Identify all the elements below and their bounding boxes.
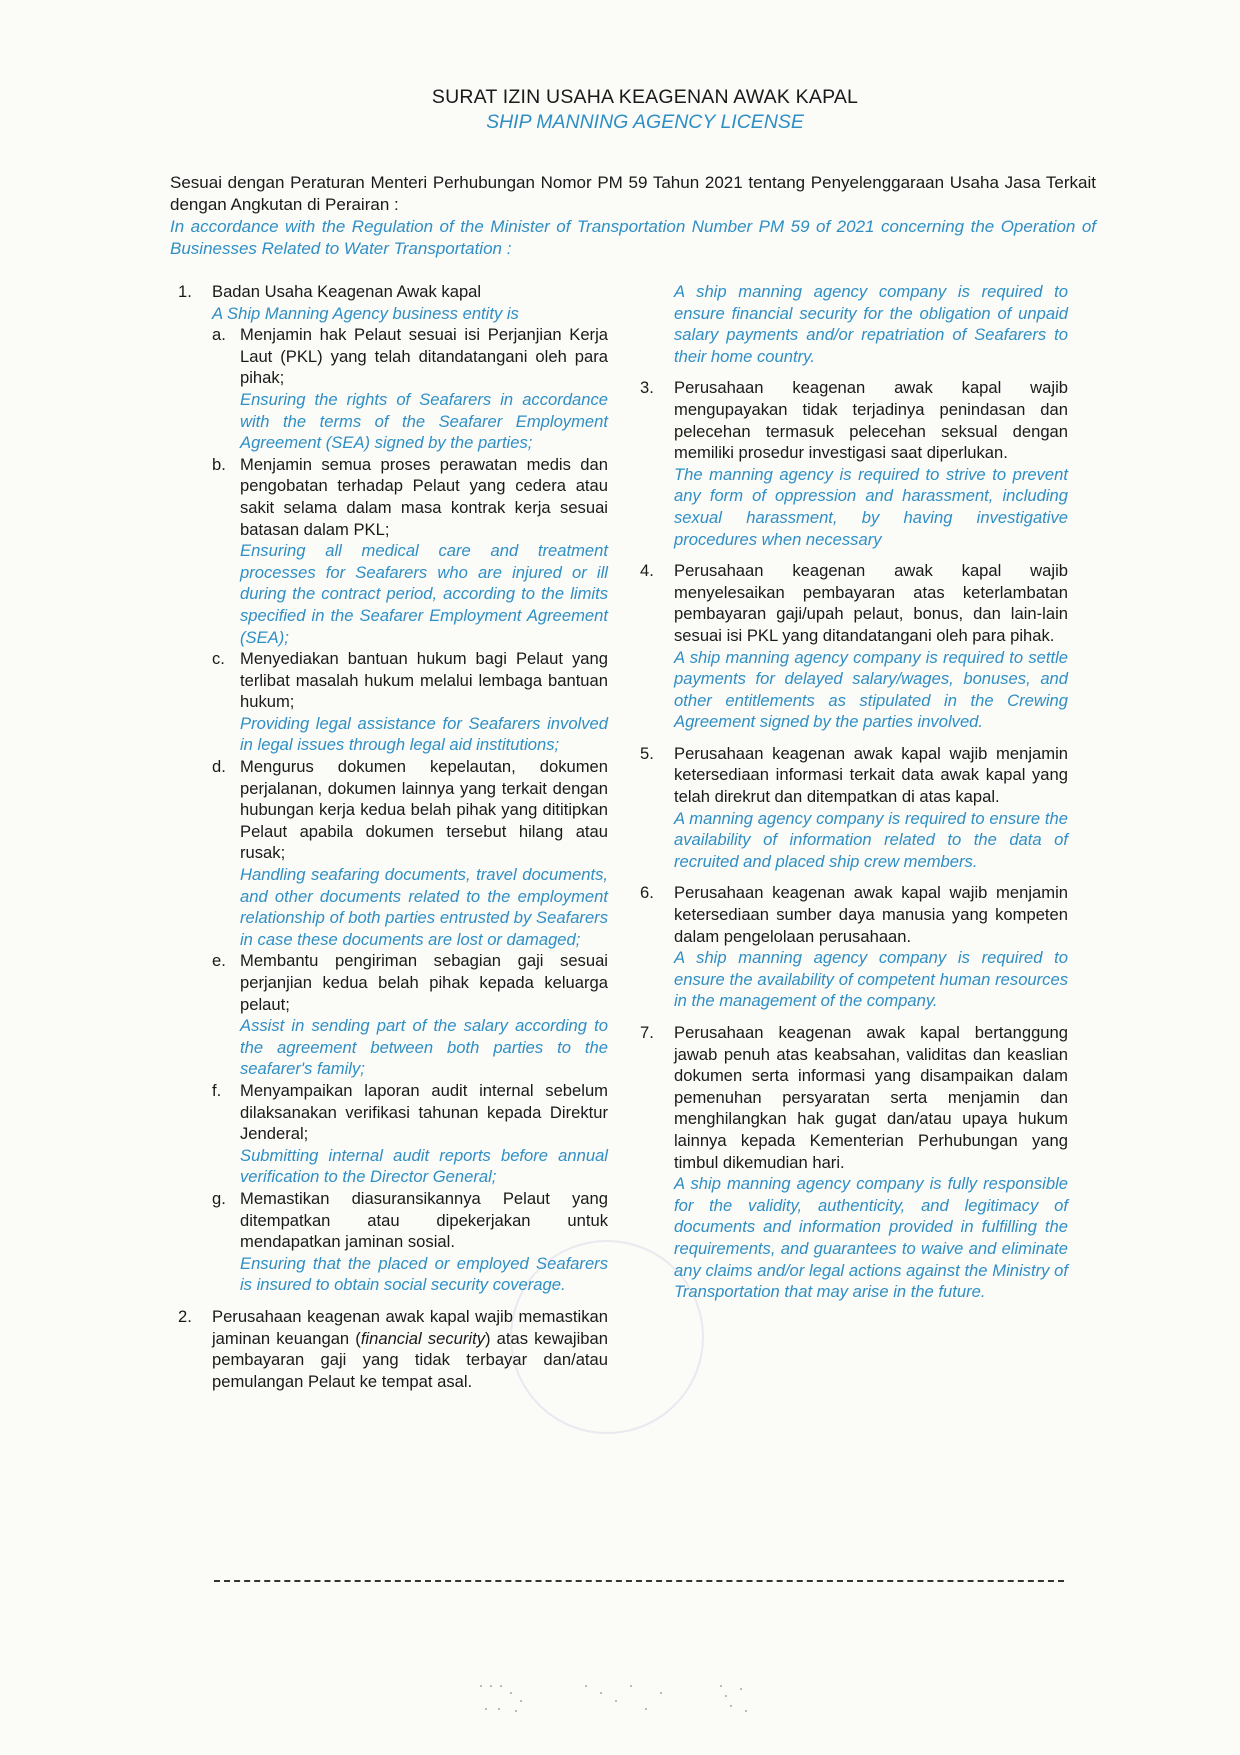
sub-letter: a. [212,325,226,345]
sub-letter: b. [212,454,226,474]
item-2-text-pre: Perusahaan keagenan awak kapal wajib memastikan jaminan keuangan ( [212,1306,608,1348]
sub-f-english: Submitting internal audit reports before annual verification to the Director General; [240,1145,608,1187]
sub-item-e [172,950,608,1080]
scan-dot [585,1685,587,1687]
item-number: 5. [640,743,654,763]
sub-g-indonesian: Memastikan diasuransikannya Pelaut yang ditempatkan atau dipekerjakan untuk mendapatkan jaminan sosial. [240,1188,608,1252]
scan-dot [485,1708,487,1710]
scan-dot [615,1700,617,1702]
faded-dot-marks [470,1680,820,1720]
item-number: 3. [640,378,654,398]
sub-d-indonesian: Mengurus dokumen kepelautan, dokumen perjalanan, dokumen lainnya yang terkait dengan hubungan kerja kedua belah pihak yang dititipkan Pelaut apabila dokumen tersebut hilang atau rusak; [240,757,608,863]
scan-dot [490,1685,492,1687]
item-number: 4. [640,561,654,581]
list-item-2-continued [634,281,1068,367]
item-7-english: A ship manning agency company is fully responsible for the validity, authenticity, and legitimacy of documents and information provided in fulfilling the requirements, and guarantees to waive and eliminate any claims and/or legal actions against the Ministry of Transportation that may arise in the future. [674,1174,1068,1302]
list-item-6 [634,882,1068,1012]
scan-dot [515,1710,517,1712]
scan-dot [480,1685,482,1687]
item-4-english: A ship manning agency company is required to settle payments for delayed salary/wages, bonuses, and other entitlements as stipulated in the Crewing Agreement signed by the parties involved. [674,647,1068,732]
left-column [172,281,608,1392]
sub-item-g [172,1188,608,1296]
item-number: 1. [178,282,192,301]
item-1-indonesian: Badan Usaha Keagenan Awak kapal [212,282,482,301]
item-2-text-post: ) atas kewajiban pembayaran gaji yang tidak terbayar dan/atau pemulangan Pelaut ke tempat asal. [212,1328,608,1391]
item-3-english: The manning agency is required to strive to prevent any form of oppression and harassment, including sexual harassment, by having investigative procedures when necessary [674,464,1068,549]
scan-dot [600,1692,602,1694]
scan-dot [500,1685,502,1687]
sub-b-indonesian: Menjamin semua proses perawatan medis dan pengobatan terhadap Pelaut yang cedera atau sakit selama dalam masa kontrak kerja sesuai batasan dalam PKL; [240,454,608,539]
title-english: SHIP MANNING AGENCY LICENSE [486,111,804,133]
list-item-1 [172,281,608,1296]
sub-item-f [172,1080,608,1188]
item-5-english: A manning agency company is required to ensure the availability of information related to the data of recruited and placed ship crew members. [674,808,1068,871]
scan-dot [498,1708,500,1710]
list-item-7 [634,1022,1068,1303]
sub-f-indonesian: Menyampaikan laporan audit internal sebelum dilaksanakan verifikasi tahunan kepada Direktur Jenderal; [240,1080,608,1144]
list-item-5 [634,743,1068,873]
item-5-indonesian: Perusahaan keagenan awak kapal wajib menjamin ketersediaan informasi terkait data awak kapal yang telah direkrut dan ditempatkan di atas kapal. [674,743,1068,807]
item-7-indonesian: Perusahaan keagenan awak kapal bertanggung jawab penuh atas keabsahan, validitas dan keaslian dokumen serta informasi yang disampaikan dalam pemenuhan persyaratan serta menjamin dan menghilangkan hak gugat dan/atau upaya hukum lainnya kepada Kementerian Perhubungan yang timbul dikemudian hari. [674,1023,1068,1172]
right-column [634,281,1068,1303]
sub-letter: e. [212,951,226,971]
scan-dot [720,1685,722,1687]
item-number: 7. [640,1023,654,1042]
sub-letter: c. [212,649,225,669]
scan-dot [725,1695,727,1697]
item-number: 2. [178,1306,192,1326]
intro-paragraph [170,172,1096,259]
scan-dot [745,1710,747,1712]
list-item-4 [634,560,1068,733]
sub-b-english: Ensuring all medical care and treatment processes for Seafarers who are injured or ill during the contract period, according to the limits specified in the Seafarer Employment Agreement (SEA); [240,541,608,647]
scan-dot [740,1688,742,1690]
item-2-indonesian [212,1306,608,1392]
scan-dot [730,1705,732,1707]
sub-item-a [172,324,608,454]
scan-dot [645,1708,647,1710]
item-number: 6. [640,883,654,903]
title-indonesian: SURAT IZIN USAHA KEAGENAN AWAK KAPAL [431,86,859,108]
sub-item-b [172,454,608,648]
list-item-3 [634,377,1068,550]
item-2-english: A ship manning agency company is required to ensure financial security for the obligation of unpaid salary payments and/or repatriation of Seafarers to their home country. [674,282,1068,366]
sub-letter: g. [212,1188,226,1208]
sub-a-english: Ensuring the rights of Seafarers in accordance with the terms of the Seafarer Employment Agreement (SEA) signed by the parties; [240,389,608,453]
intro-indonesian: Sesuai dengan Peraturan Menteri Perhubungan Nomor PM 59 Tahun 2021 tentang Penyelenggaraan Usaha Jasa Terkait dengan Angkutan di Perairan : [170,173,1096,214]
sub-item-c [172,648,608,756]
scan-dot [510,1692,512,1694]
item-3-indonesian: Perusahaan keagenan awak kapal wajib mengupayakan tidak terjadinya penindasan dan pelecehan termasuk pelecehan seksual dengan memiliki prosedur investigasi saat diperlukan. [674,378,1068,463]
list-item-2 [172,1306,608,1392]
sub-c-english: Providing legal assistance for Seafarers involved in legal issues through legal aid institutions; [240,713,608,755]
sub-letter: f. [212,1080,222,1100]
sub-e-english: Assist in sending part of the salary according to the agreement between both parties to the seafarer's family; [240,1016,608,1079]
sub-c-indonesian: Menyediakan bantuan hukum bagi Pelaut yang terlibat masalah hukum melalui lembaga bantuan hukum; [240,649,608,712]
sub-letter: d. [212,757,226,777]
item-1-english: A Ship Manning Agency business entity is [212,303,519,323]
item-6-indonesian: Perusahaan keagenan awak kapal wajib menjamin ketersediaan sumber daya manusia yang kompeten dalam pengelolaan perusahaan. [674,883,1068,946]
sub-item-d [172,756,608,950]
item-6-english: A ship manning agency company is required to ensure the availability of competent human resources in the management of the company. [674,948,1068,1011]
scan-dot [520,1700,522,1702]
intro-english: In accordance with the Regulation of the Minister of Transportation Number PM 59 of 2021 concerning the Operation of Businesses Related to Water Transportation : [170,217,1096,258]
sub-g-english: Ensuring that the placed or employed Seafarers is insured to obtain social security coverage. [240,1253,608,1295]
scan-dot [660,1692,662,1694]
sub-a-indonesian: Menjamin hak Pelaut sesuai isi Perjanjian Kerja Laut (PKL) yang telah ditandatangani oleh para pihak; [240,325,608,388]
sub-d-english: Handling seafaring documents, travel documents, and other documents related to the employment relationship of both parties entrusted by Seafarers in case these documents are lost or damaged; [240,865,608,949]
sub-e-indonesian: Membantu pengiriman sebagian gaji sesuai perjanjian kedua belah pihak kepada keluarga pelaut; [240,951,608,1014]
scan-dot [630,1685,632,1687]
dashed-divider [214,1580,1064,1582]
title-block [0,86,1240,134]
item-4-indonesian: Perusahaan keagenan awak kapal wajib menyelesaikan pembayaran atas keterlambatan pembayaran gaji/upah pelaut, bonus, dan lain-lain sesuai isi PKL yang ditandatangani oleh para pihak. [674,561,1068,645]
item-2-text-italic: financial security [360,1328,486,1348]
